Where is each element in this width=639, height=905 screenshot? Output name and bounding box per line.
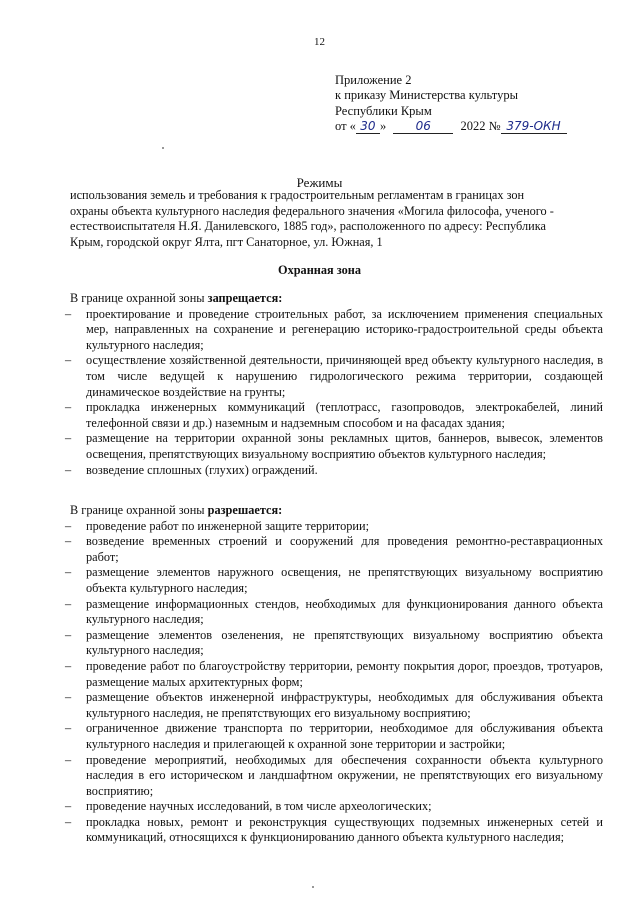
date-year: 2022 № — [460, 118, 501, 133]
order-number: 379-ОКН — [501, 120, 567, 134]
bullet-dash: – — [65, 462, 72, 477]
list-item-text: ограниченное движение транспорта по территории, необходимое для обслуживания объекта культурного наследия и прилегающей к охранной зоне территории и застройки; — [86, 721, 603, 751]
document-title: Режимы — [296, 175, 343, 190]
list-item — [65, 518, 603, 535]
intro-line: охраны объекта культурного наследия федерального значения «Могила философа, ученого - — [70, 203, 554, 218]
date-mid: » — [379, 118, 387, 133]
date-prefix: от « — [335, 118, 356, 133]
intro-line: использования земель и требования к градостроительным регламентам в границах зон — [70, 188, 525, 202]
intro-line: Крым, городской округ Ялта, пгт Санаторное, ул. Южная, 1 — [70, 234, 383, 249]
list-item-text: размещение элементов озеленения, не препятствующих визуальному восприятию объекта культурного наследия; — [86, 627, 603, 658]
appendix-block — [335, 73, 615, 134]
date-day: 30 — [356, 120, 380, 134]
scan-speck — [312, 886, 314, 888]
list-item — [65, 462, 603, 479]
prohibited-section — [65, 291, 603, 478]
list-item-text: размещение объектов инженерной инфраструктуры, необходимых для обслуживания объекта культурного наследия, не препятствующих его визуальному восприятию; — [86, 690, 603, 720]
prohibited-lead-bold: запрещается: — [207, 291, 283, 305]
list-item — [65, 690, 603, 721]
list-item-text: размещение информационных стендов, необходимых для функционирования данного объекта культурного наследия; — [86, 596, 603, 627]
list-item — [65, 565, 603, 596]
appendix-line-2: к приказу Министерства культуры — [335, 88, 518, 103]
intro-line: естествоиспытателя Н.Я. Данилевского, 1885 год», расположенного по адресу: Республика — [70, 219, 546, 234]
list-item-text: размещение элементов наружного освещения, не препятствующих визуальному восприятию объекта культурного наследия; — [86, 565, 603, 595]
list-item — [65, 752, 603, 800]
allowed-lead — [70, 503, 603, 519]
bullet-dash: – — [65, 721, 72, 736]
bullet-dash: – — [65, 752, 72, 767]
list-item-text: прокладка инженерных коммуникаций (теплотрасс, газопроводов, электрокабелей, линий телефонной связи и др.) наземным и надземным способом и на фасадах здания; — [86, 400, 603, 430]
list-item-text: возведение временных строений и сооружений для проведения ремонтно-реставрационных работ; — [86, 534, 603, 564]
bullet-dash: – — [65, 306, 72, 321]
list-item — [65, 306, 603, 354]
bullet-dash: – — [65, 814, 72, 829]
list-item-text: проведение мероприятий, необходимых для обеспечения сохранности объекта культурного наследия в его историческом и ландшафтном окружении, не препятствующих его визуальному восприятию; — [86, 752, 603, 798]
bullet-dash: – — [65, 565, 72, 580]
list-item — [65, 431, 603, 462]
allowed-section — [65, 503, 603, 846]
bullet-dash: – — [65, 400, 72, 415]
list-item — [65, 400, 603, 431]
bullet-dash: – — [65, 627, 72, 642]
scan-speck — [162, 147, 164, 149]
page-number: 12 — [314, 36, 325, 48]
list-item — [65, 814, 603, 846]
list-item — [65, 353, 603, 400]
bullet-dash: – — [65, 518, 72, 533]
appendix-line-1: Приложение 2 — [335, 73, 412, 87]
list-item-text: осуществление хозяйственной деятельности, причиняющей вред объекту культурного наследия, в том числе ведущей к нарушению гидрологического режима территории, создающей динамическое воздействие на грунты; — [86, 353, 603, 399]
bullet-dash: – — [65, 690, 72, 705]
intro-paragraph — [70, 188, 603, 250]
list-item-text: проведение работ по инженерной защите территории; — [86, 518, 370, 533]
appendix-date-line — [335, 119, 615, 134]
allowed-lead-bold: разрешается: — [207, 503, 283, 517]
list-item — [65, 596, 603, 628]
date-month: 06 — [393, 120, 453, 134]
list-item-text: размещение на территории охранной зоны рекламных щитов, баннеров, вывесок, элементов освещения, препятствующих визуальному восприятию объектов культурного наследия; — [86, 431, 603, 461]
list-item-text: возведение сплошных (глухих) ограждений. — [86, 462, 318, 477]
list-item-text: проектирование и проведение строительных работ, за исключением применения специальных мер, направленных на сохранение и регенерацию историко-градостроительной среды объекта культурного наследия; — [86, 306, 603, 352]
allowed-lead-text: В границе охранной зоны — [70, 503, 208, 517]
list-item-text: проведение работ по благоустройству территории, ремонту покрытия дорог, проездов, тротуаров, размещение малых архитектурных форм; — [86, 658, 603, 689]
list-item — [65, 627, 603, 659]
list-item — [65, 799, 603, 815]
list-item-text: проведение научных исследований, в том числе археологических; — [86, 799, 432, 814]
list-item — [65, 658, 603, 690]
appendix-line-3: Республики Крым — [335, 103, 432, 118]
bullet-dash: – — [65, 799, 72, 814]
prohibited-list — [65, 306, 603, 479]
allowed-list — [65, 518, 603, 846]
prohibited-lead-text: В границе охранной зоны — [70, 291, 208, 305]
bullet-dash: – — [65, 596, 72, 611]
bullet-dash: – — [65, 353, 72, 368]
list-item-text: прокладка новых, ремонт и реконструкция существующих подземных инженерных сетей и коммуникаций, относящихся к функционированию данного объекта культурного наследия; — [86, 814, 603, 845]
zone-heading: Охранная зона — [278, 263, 361, 277]
list-item — [65, 721, 603, 752]
list-item — [65, 534, 603, 565]
bullet-dash: – — [65, 431, 72, 446]
prohibited-lead — [70, 291, 603, 307]
bullet-dash: – — [65, 658, 72, 673]
bullet-dash: – — [65, 534, 72, 549]
